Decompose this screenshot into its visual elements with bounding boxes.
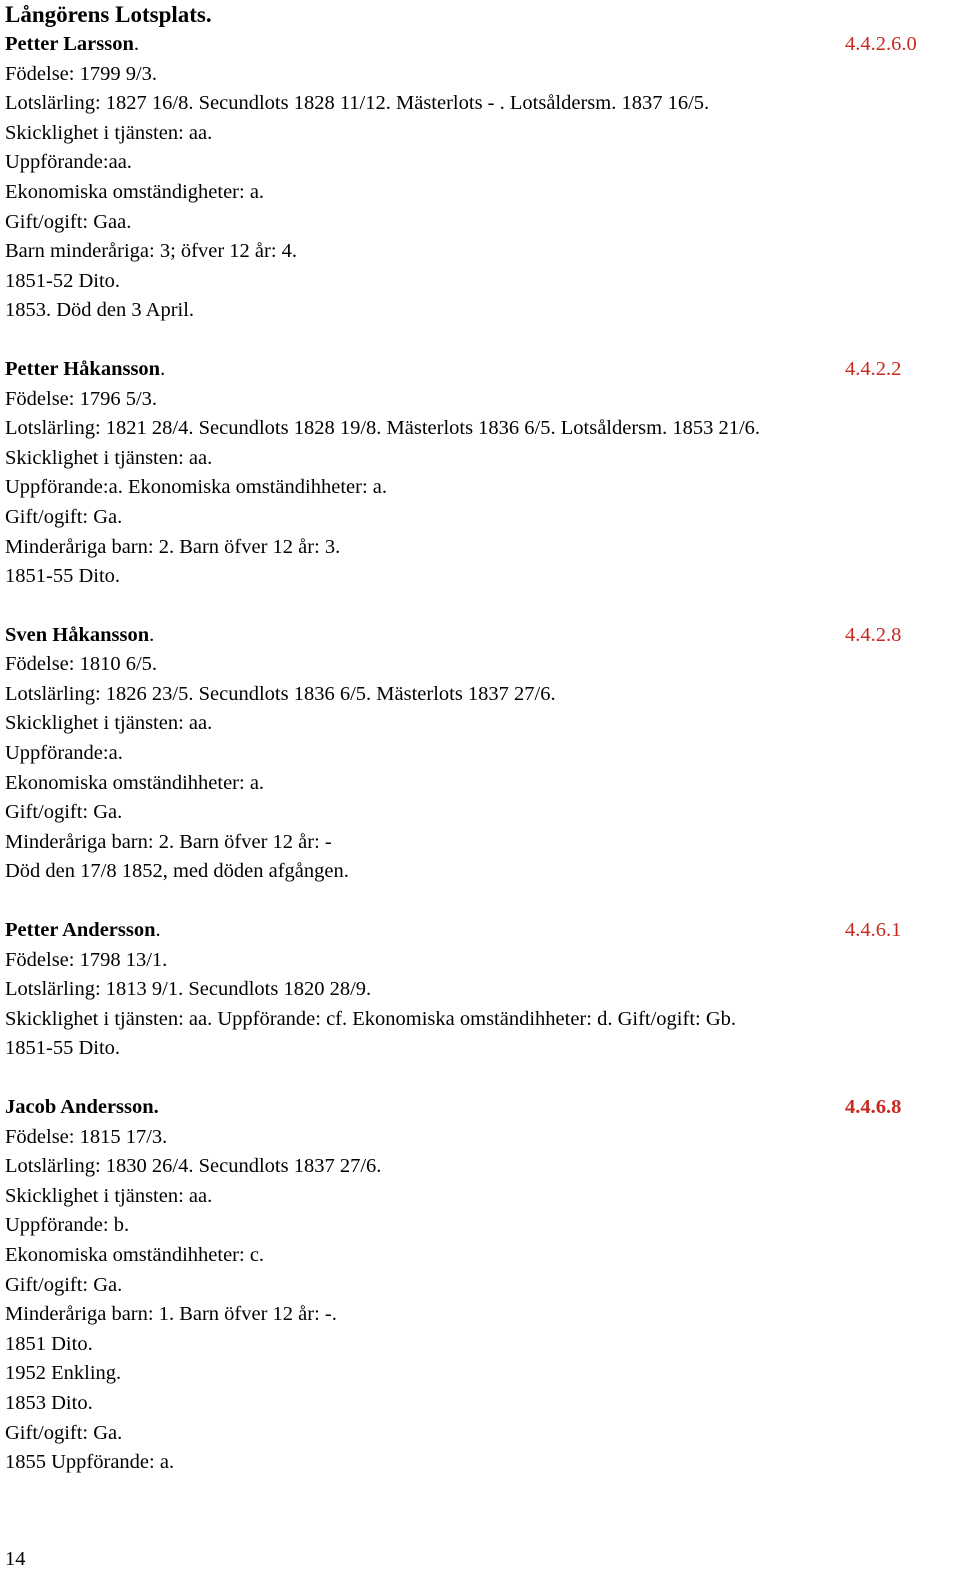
pilot-name: Sven Håkansson <box>5 623 150 646</box>
entry-header: Petter Larsson. 4.4.2.6.0 <box>5 30 945 60</box>
entry-line: Ekonomiska omständihheter: c. <box>5 1243 265 1266</box>
entry-line: Gift/ogift: Ga. <box>5 1421 123 1444</box>
entry-line: Lotslärling: 1821 28/4. Secundlots 1828 19/8. Mästerlots 1836 6/5. Lotsåldersm. 1853 21/6. <box>5 417 761 440</box>
entry-header <box>5 1093 945 1123</box>
entry-line: Död den 17/8 1852, med döden afgången. <box>5 860 349 883</box>
entry-line: Barn minderåriga: 3; öfver 12 år: 4. <box>5 240 298 263</box>
pilot-entry <box>5 30 945 326</box>
entry-line: Gift/ogift: Ga. <box>5 1273 123 1296</box>
pilot-entry <box>5 916 945 1064</box>
document-title: Långörens Lotsplats. <box>5 2 212 27</box>
entry-line: Lotslärling: 1827 16/8. Secundlots 1828 11/12. Mästerlots - . Lotsåldersm. 1837 16/5. <box>5 92 710 115</box>
entry-line: Skicklighet i tjänsten: aa. <box>5 1184 213 1207</box>
entry-line: Minderåriga barn: 2. Barn öfver 12 år: 3. <box>5 535 341 558</box>
pilot-code: 4.4.2.2 <box>845 357 902 380</box>
pilot-code: 4.4.2.8 <box>845 623 902 646</box>
entry-line: 1851-52 Dito. <box>5 269 121 292</box>
entry-line: 1952 Enkling. <box>5 1362 122 1385</box>
entry-line: Födelse: 1796 5/3. <box>5 387 158 410</box>
pilot-entry <box>5 355 945 592</box>
entry-line: Skicklighet i tjänsten: aa. <box>5 712 213 735</box>
pilot-code: 4.4.6.8 <box>845 1096 902 1118</box>
entry-line: Gift/ogift: Gaa. <box>5 210 132 233</box>
pilot-name: Petter Andersson <box>5 919 156 942</box>
entry-line: Födelse: 1798 13/1. <box>5 948 168 971</box>
entry-line: Ekonomiska omständihheter: a. <box>5 771 265 794</box>
entry-line: Ekonomiska omständigheter: a. <box>5 180 265 203</box>
document-page <box>5 0 945 1507</box>
entry-line: Skicklighet i tjänsten: aa. Uppförande: cf. Ekonomiska omständihheter: d. Gift/ogift: Gb. <box>5 1007 737 1030</box>
entry-line: Födelse: 1810 6/5. <box>5 653 158 676</box>
entry-line: 1851-55 Dito. <box>5 565 121 588</box>
entry-header: Petter Håkansson. 4.4.2.2 <box>5 355 945 385</box>
entry-line: Gift/ogift: Ga. <box>5 505 123 528</box>
entry-header: Sven Håkansson. 4.4.2.8 <box>5 621 945 651</box>
pilot-entry <box>5 1093 945 1478</box>
entry-line: Födelse: 1799 9/3. <box>5 62 158 85</box>
entry-line: Födelse: 1815 17/3. <box>5 1125 168 1148</box>
pilot-name: Jacob Andersson. <box>5 1096 159 1118</box>
entry-line: Minderåriga barn: 1. Barn öfver 12 år: -. <box>5 1303 337 1326</box>
entry-line: 1853 Dito. <box>5 1391 93 1414</box>
entry-line: Lotslärling: 1826 23/5. Secundlots 1836 6/5. Mästerlots 1837 27/6. <box>5 682 556 705</box>
entry-line: Lotslärling: 1813 9/1. Secundlots 1820 28/9. <box>5 978 372 1001</box>
entry-line: 1851-55 Dito. <box>5 1037 121 1060</box>
pilot-code: 4.4.2.6.0 <box>845 33 917 55</box>
entry-line: Gift/ogift: Ga. <box>5 801 123 824</box>
entry-line: Uppförande:a. Ekonomiska omständihheter: a. <box>5 476 387 499</box>
entry-line: Skicklighet i tjänsten: aa. <box>5 446 213 469</box>
pilot-code: 4.4.6.1 <box>845 919 902 942</box>
pilot-name: Petter Larsson <box>5 33 134 55</box>
entry-line: 1853. Död den 3 April. <box>5 299 195 322</box>
pilot-entry <box>5 621 945 887</box>
entry-line: Uppförande:aa. <box>5 151 132 174</box>
entry-line: Uppförande:a. <box>5 742 123 765</box>
entry-line: Skicklighet i tjänsten: aa. <box>5 121 213 144</box>
entry-header: Petter Andersson. 4.4.6.1 <box>5 916 945 946</box>
entry-line: 1855 Uppförande: a. <box>5 1451 175 1474</box>
entry-line: Lotslärling: 1830 26/4. Secundlots 1837 27/6. <box>5 1155 382 1178</box>
entry-line: Minderåriga barn: 2. Barn öfver 12 år: - <box>5 830 332 853</box>
entry-line: Uppförande: b. <box>5 1214 130 1237</box>
pilot-name: Petter Håkansson <box>5 357 161 380</box>
entry-line: 1851 Dito. <box>5 1332 93 1355</box>
page-number: 14 <box>5 1548 26 1570</box>
